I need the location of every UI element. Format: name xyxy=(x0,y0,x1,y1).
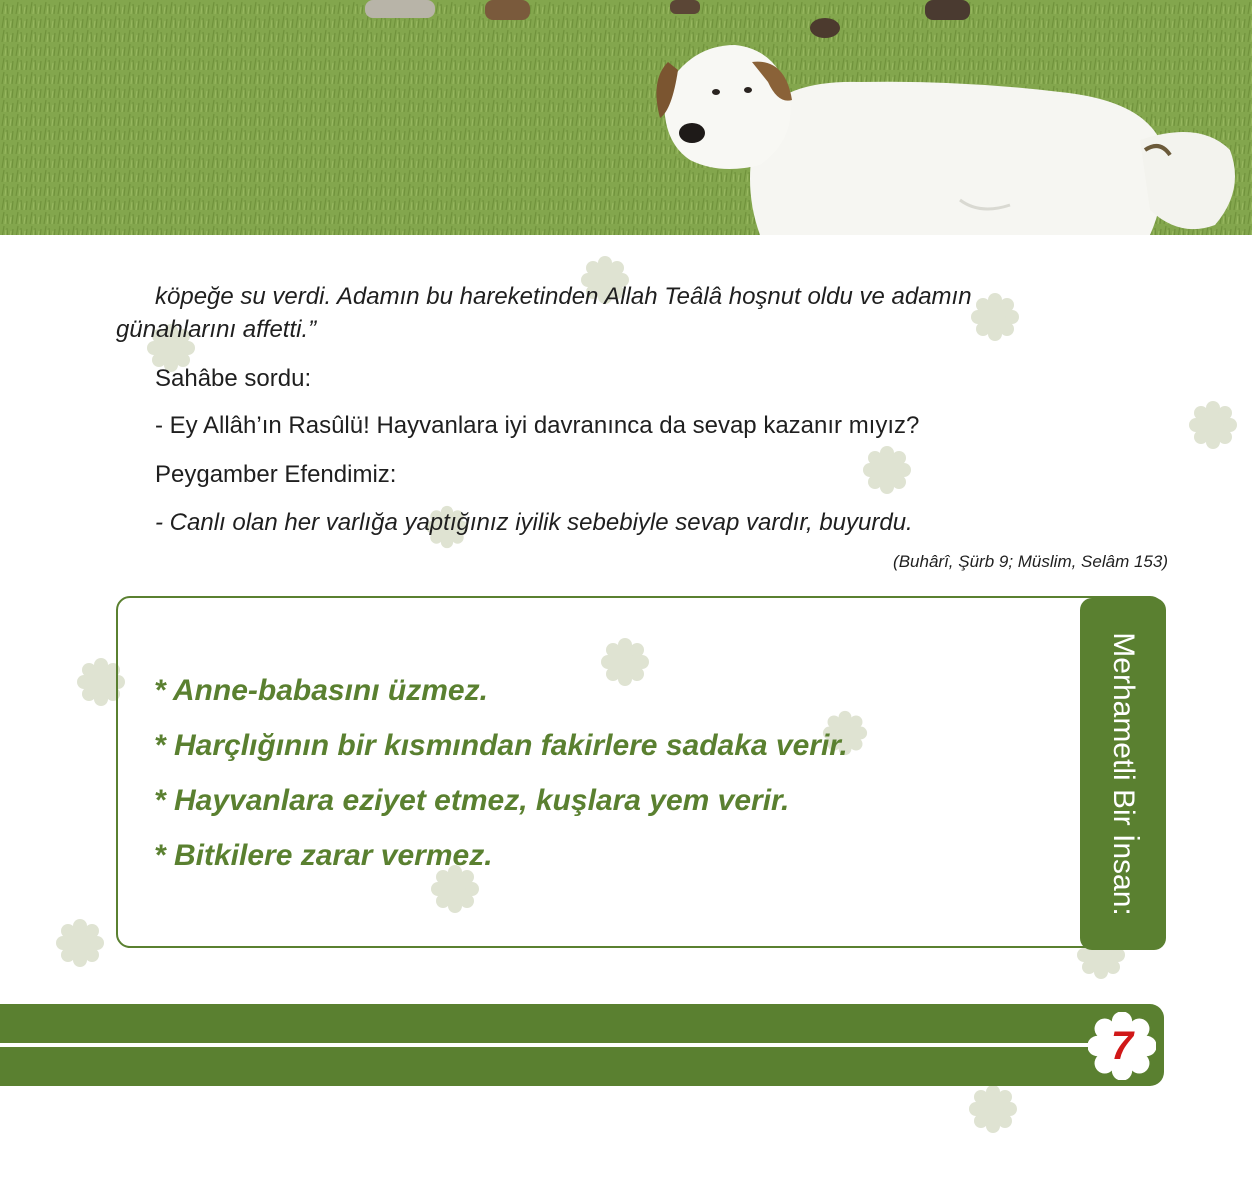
story-line: Peygamber Efendimiz: xyxy=(155,461,397,488)
story-line: - Canlı olan her varlığa yaptığınız iyilik sebebiyle sevap vardır, buyurdu. xyxy=(155,509,913,536)
flower-icon xyxy=(968,1084,1018,1134)
footer-divider xyxy=(0,1043,1100,1047)
bullet-item: * Bitkilere zarar vermez. xyxy=(154,839,493,872)
hadith-source: (Buhârî, Şürb 9; Müslim, Selâm 153) xyxy=(893,552,1168,571)
flower-icon xyxy=(55,918,105,968)
page-number: 7 xyxy=(1110,1023,1134,1068)
bullet-item: * Harçlığının bir kısmından fakirlere sadaka verir. xyxy=(154,729,848,762)
bullet-item: * Anne-babasını üzmez. xyxy=(154,674,488,707)
merciful-person-box xyxy=(116,596,1164,948)
story-line: köpeğe su verdi. Adamın bu hareketinden Allah Teâlâ hoşnut oldu ve adamın xyxy=(155,283,972,310)
side-label: Merhametli Bir İnsan: xyxy=(1107,632,1140,916)
bullet-item: * Hayvanlara eziyet etmez, kuşlara yem verir. xyxy=(154,784,790,817)
story-line: günahlarını affetti.” xyxy=(116,316,317,343)
story-line: Sahâbe sordu: xyxy=(155,365,312,392)
story-line: - Ey Allâh’ın Rasûlü! Hayvanlara iyi davranınca da sevap kazanır mıyız? xyxy=(155,412,920,439)
